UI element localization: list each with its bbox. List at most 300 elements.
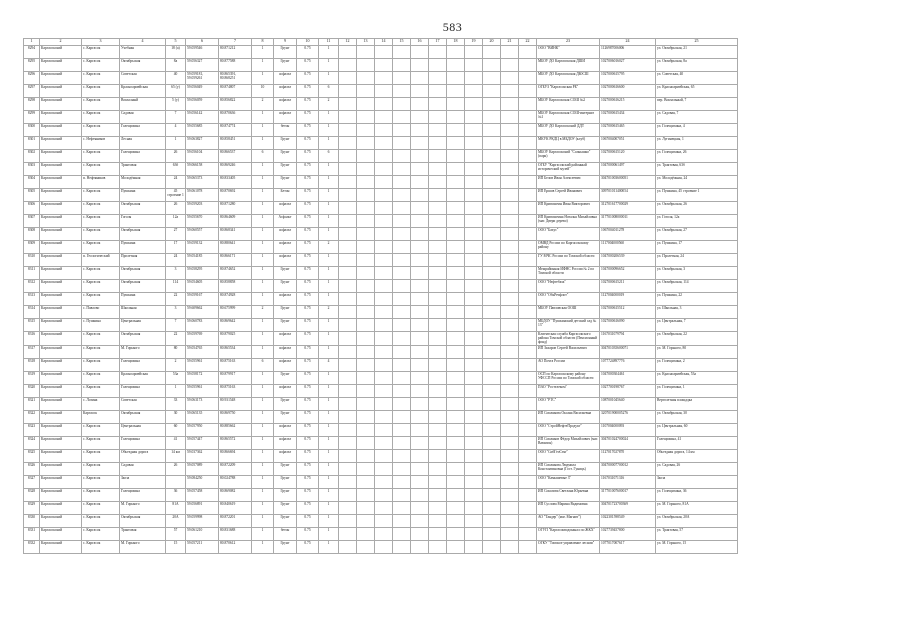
table-cell: 0.75 <box>297 397 319 410</box>
table-row <box>24 540 738 553</box>
table-cell: 80.865534 <box>219 345 252 358</box>
table-cell: 312701617700029 <box>600 202 656 215</box>
table-cell <box>357 423 375 436</box>
table-cell <box>393 345 411 358</box>
table-cell <box>447 176 465 189</box>
table-cell <box>483 345 501 358</box>
table-cell <box>501 514 519 527</box>
table-cell: ОМВД России по Каргасокскому району <box>537 241 600 254</box>
table-cell <box>339 436 357 449</box>
table-cell: 8323 <box>24 423 40 436</box>
table-cell: 59.057447 <box>186 436 219 449</box>
table-cell <box>375 423 393 436</box>
table-cell: с. Каргасок <box>82 163 120 176</box>
table-row <box>24 98 738 111</box>
table-cell: Голещихина, 41 <box>656 436 738 449</box>
table-cell <box>519 111 537 124</box>
table-cell: 12а <box>166 215 186 228</box>
table-cell: ИП Кривошеин Иван Викторович <box>537 202 600 215</box>
table-cell <box>501 176 519 189</box>
table-cell: Грунт <box>274 371 297 384</box>
table-cell: 80.675999 <box>219 306 252 319</box>
column-header: 5 <box>166 39 186 46</box>
table-cell: М. Горького <box>120 501 166 514</box>
table-cell <box>375 163 393 176</box>
table-cell <box>339 215 357 228</box>
table-cell <box>483 150 501 163</box>
table-cell: 309701011400054 <box>600 189 656 202</box>
table-cell <box>465 436 483 449</box>
table-cell: 4 <box>319 358 339 371</box>
table-cell: 2 <box>166 358 186 371</box>
table-cell <box>429 345 447 358</box>
table-cell: 8316 <box>24 332 40 346</box>
table-cell: Октябрьская <box>120 410 166 423</box>
table-cell <box>429 98 447 111</box>
table-cell: 59.054185 <box>186 254 219 267</box>
table-cell: 80.870612 <box>219 540 252 553</box>
table-cell: асфальт <box>274 449 297 462</box>
table-cell: 2 <box>252 306 274 319</box>
table-cell <box>357 332 375 346</box>
table-cell: 1 <box>252 111 274 124</box>
table-cell: Трактовая <box>120 163 166 176</box>
table-cell <box>339 124 357 137</box>
table-cell: 1 <box>319 319 339 332</box>
column-header: 19 <box>465 39 483 46</box>
table-cell <box>375 319 393 332</box>
table-cell: Каргасокский <box>40 501 82 514</box>
table-cell: 8299 <box>24 111 40 124</box>
table-cell <box>357 293 375 306</box>
table-cell <box>519 254 537 267</box>
table-cell: Каргасокский <box>40 423 82 436</box>
table-cell <box>447 111 465 124</box>
table-cell <box>429 59 447 72</box>
table-cell <box>339 280 357 293</box>
column-header: 14 <box>375 39 393 46</box>
table-cell <box>339 397 357 410</box>
table-cell: 80.869750 <box>219 410 252 423</box>
table-cell: 80.866537 <box>219 150 252 163</box>
table-cell: 8331 <box>24 527 40 540</box>
table-cell <box>411 124 429 137</box>
table-cell: 1 <box>252 59 274 72</box>
table-cell <box>429 475 447 488</box>
table-cell <box>357 267 375 280</box>
table-cell <box>501 124 519 137</box>
table-cell <box>339 98 357 111</box>
table-cell <box>393 46 411 59</box>
table-cell <box>375 397 393 410</box>
table-cell: 30 <box>166 410 186 423</box>
table-cell <box>429 319 447 332</box>
table-cell <box>501 189 519 202</box>
register-table <box>23 38 738 554</box>
table-cell <box>375 293 393 306</box>
table-cell: 80.879917 <box>219 371 252 384</box>
table-cell: Молодёжная <box>120 176 166 189</box>
table-cell: Грунт <box>274 163 297 176</box>
table-cell: 59.059181, 59.059261 <box>186 72 219 85</box>
table-cell <box>339 371 357 384</box>
table-cell: Красноармейская <box>120 85 166 98</box>
table-cell: 59.059546 <box>186 46 219 59</box>
table-row <box>24 488 738 501</box>
table-cell: 1 <box>319 59 339 72</box>
table-cell: 1 <box>252 488 274 501</box>
table-cell <box>411 59 429 72</box>
table-cell: асфальт <box>274 254 297 267</box>
table-cell <box>393 202 411 215</box>
table-cell: 59.055670 <box>186 215 219 228</box>
table-cell <box>411 397 429 410</box>
table-cell <box>357 241 375 254</box>
table-cell <box>339 462 357 475</box>
table-cell: Заоза <box>656 475 738 488</box>
table-cell: Пролетная <box>120 254 166 267</box>
table-cell <box>519 410 537 423</box>
table-cell <box>465 163 483 176</box>
table-cell <box>483 46 501 59</box>
table-cell: Советская <box>120 72 166 85</box>
table-cell <box>519 293 537 306</box>
table-cell: 1067004007051 <box>600 137 656 150</box>
table-cell <box>411 267 429 280</box>
table-cell: Пушкина <box>120 241 166 254</box>
table-cell <box>465 397 483 410</box>
table-cell: 8307 <box>24 215 40 228</box>
table-cell <box>339 527 357 540</box>
table-cell <box>483 137 501 150</box>
table-cell: Грунт <box>274 501 297 514</box>
table-cell <box>411 462 429 475</box>
table-cell: 2 <box>319 306 339 319</box>
table-cell: асфальт <box>274 98 297 111</box>
table-cell <box>501 306 519 319</box>
table-cell: 8321 <box>24 397 40 410</box>
table-cell <box>339 176 357 189</box>
table-cell <box>375 449 393 462</box>
table-cell <box>465 202 483 215</box>
table-cell: Клиентская служба Каргасокского района Томской области (Пенсионный фонд) <box>537 332 600 346</box>
table-cell <box>501 150 519 163</box>
table-cell: 80.858858 <box>219 280 252 293</box>
table-cell <box>411 371 429 384</box>
table-cell: ИП Ершов Сергей Иванович <box>537 189 600 202</box>
table-cell <box>519 527 537 540</box>
table-cell: с. Каргасок <box>82 475 120 488</box>
table-cell <box>501 449 519 462</box>
table-cell: 1 <box>319 228 339 241</box>
table-cell: 59.057211 <box>186 540 219 553</box>
table-cell: 4 <box>166 124 186 137</box>
table-cell: Садовая <box>120 462 166 475</box>
table-cell <box>465 358 483 371</box>
table-cell: ООО "РТС" <box>537 397 600 410</box>
table-cell: Грунт <box>274 410 297 423</box>
table-row <box>24 332 738 346</box>
table-cell <box>375 527 393 540</box>
column-header: 11 <box>319 39 339 46</box>
table-cell: ул. Октябрьская, 8а <box>656 59 738 72</box>
table-cell: 59.063827 <box>186 137 219 150</box>
column-header-row <box>24 39 738 46</box>
table-cell <box>429 371 447 384</box>
table-cell: Вертолетная площадка <box>656 397 738 410</box>
table-cell: ИП Смоляков Фёдор Михайлович (маг. Вавилон) <box>537 436 600 449</box>
table-cell <box>411 475 429 488</box>
table-cell <box>447 124 465 137</box>
table-cell <box>465 384 483 397</box>
table-cell <box>519 98 537 111</box>
table-cell: ООО "Камышевые 3" <box>537 475 600 488</box>
table-cell: ООО "Нефтебаза" <box>537 280 600 293</box>
table-cell <box>375 384 393 397</box>
table-cell: 1027739457800 <box>600 527 656 540</box>
table-cell <box>375 254 393 267</box>
table-cell <box>519 332 537 346</box>
table-cell: 17 <box>166 241 186 254</box>
table-cell: Грунт <box>274 319 297 332</box>
table-cell: 6 <box>252 150 274 163</box>
table-row <box>24 293 738 306</box>
table-cell <box>447 228 465 241</box>
table-cell <box>357 501 375 514</box>
table-cell: 80.866694 <box>219 449 252 462</box>
table-cell: 59.065135 <box>186 410 219 423</box>
table-cell <box>339 319 357 332</box>
table-row <box>24 397 738 410</box>
table-cell: 0.75 <box>297 514 319 527</box>
table-cell: АО Почта России <box>537 358 600 371</box>
table-cell: 59.057950 <box>186 423 219 436</box>
table-cell: 1 <box>252 436 274 449</box>
table-cell: с. Каргасок <box>82 46 120 59</box>
table-cell <box>519 423 537 436</box>
table-cell: с. Каргасок <box>82 358 120 371</box>
table-cell: 1 <box>319 527 339 540</box>
table-cell <box>501 293 519 306</box>
table-cell: Каргасокский <box>40 46 82 59</box>
table-cell: 1 <box>319 462 339 475</box>
table-cell: 80.856822 <box>219 98 252 111</box>
table-cell: Пушкина <box>120 189 166 202</box>
table-cell: 1 <box>252 423 274 436</box>
table-cell <box>339 514 357 527</box>
table-cell <box>357 124 375 137</box>
table-row <box>24 267 738 280</box>
table-cell: 1 <box>252 241 274 254</box>
table-cell: 1 <box>252 215 274 228</box>
table-cell: 80.865391, 80.868251 <box>219 72 252 85</box>
table-cell <box>339 150 357 163</box>
table-cell <box>447 501 465 514</box>
table-cell: ул. М. Горького, 81А <box>656 501 738 514</box>
table-cell <box>429 176 447 189</box>
table-cell <box>429 306 447 319</box>
table-cell <box>447 150 465 163</box>
table-cell: МБОУ Каргасокская СОШ №2 <box>537 98 600 111</box>
table-cell: 80.872201 <box>219 514 252 527</box>
table-cell <box>339 163 357 176</box>
table-cell <box>375 215 393 228</box>
table-cell: Каргасокский <box>40 98 82 111</box>
table-cell <box>411 488 429 501</box>
table-cell: Каргасокский <box>40 488 82 501</box>
table-cell <box>357 449 375 462</box>
table-cell: ул. Лугинецкая, 1 <box>656 137 738 150</box>
table-cell: 1 <box>252 540 274 553</box>
table-cell: 0.75 <box>297 189 319 202</box>
table-cell <box>483 59 501 72</box>
table-cell: 80.840619 <box>219 501 252 514</box>
table-cell: ОГКУ "Томское управление лесами" <box>537 540 600 553</box>
table-row <box>24 46 738 59</box>
table-cell: Октябрьская <box>120 280 166 293</box>
table-cell <box>375 280 393 293</box>
table-row <box>24 241 738 254</box>
table-cell <box>357 137 375 150</box>
table-cell: Каргасокский <box>40 215 82 228</box>
table-cell <box>465 423 483 436</box>
table-cell <box>375 436 393 449</box>
table-cell: 1107004000093 <box>600 423 656 436</box>
table-cell: 1 <box>252 228 274 241</box>
table-cell <box>483 436 501 449</box>
table-cell <box>339 501 357 514</box>
table-cell <box>375 410 393 423</box>
table-cell: Октябрьская <box>120 514 166 527</box>
table-cell <box>393 449 411 462</box>
table-cell: Грунт <box>274 46 297 59</box>
table-cell: 1 <box>319 475 339 488</box>
table-cell: 0.75 <box>297 150 319 163</box>
column-header: 4 <box>120 39 166 46</box>
table-cell <box>411 215 429 228</box>
table-cell: 59.056327 <box>186 59 219 72</box>
table-cell: 26 <box>166 150 186 163</box>
table-cell: 1047000206539 <box>600 254 656 267</box>
table-cell <box>519 163 537 176</box>
table-cell: с. Каргасок <box>82 371 120 384</box>
table-cell: Асфальт <box>274 215 297 228</box>
column-header: 17 <box>429 39 447 46</box>
table-cell: с. Каргасок <box>82 449 120 462</box>
table-cell: 1027000615434 <box>600 111 656 124</box>
table-cell <box>501 137 519 150</box>
table-cell: 8306 <box>24 202 40 215</box>
table-cell <box>519 358 537 371</box>
table-cell: 0.75 <box>297 267 319 280</box>
table-row <box>24 345 738 358</box>
table-cell <box>357 280 375 293</box>
table-cell: 8301 <box>24 137 40 150</box>
table-cell <box>375 475 393 488</box>
table-cell: 80.866171 <box>219 254 252 267</box>
table-cell: ул. Молодёжная, 24 <box>656 176 738 189</box>
table-cell <box>501 319 519 332</box>
table-cell: Грунт <box>274 267 297 280</box>
table-cell <box>393 306 411 319</box>
table-cell <box>519 371 537 384</box>
table-cell: 53а <box>166 371 186 384</box>
table-cell: с. Каргасок <box>82 267 120 280</box>
table-cell <box>429 410 447 423</box>
table-cell <box>411 332 429 346</box>
table-cell: 1117004000560 <box>600 241 656 254</box>
table-row <box>24 514 738 527</box>
table-cell <box>447 475 465 488</box>
table-cell: с. Каргасок <box>82 124 120 137</box>
table-cell: 1 <box>319 267 339 280</box>
table-cell <box>501 202 519 215</box>
table-cell <box>375 85 393 98</box>
table-cell: 1 <box>252 514 274 527</box>
table-cell: 8295 <box>24 59 40 72</box>
table-cell <box>465 540 483 553</box>
table-cell: асфальт <box>274 358 297 371</box>
table-cell: 1 <box>252 371 274 384</box>
table-cell <box>357 189 375 202</box>
table-cell: 40 <box>166 72 186 85</box>
table-cell: 80.871212 <box>219 46 252 59</box>
table-cell: 57 <box>166 527 186 540</box>
table-cell: ул. Красноармейская, 65 <box>656 85 738 98</box>
table-row <box>24 111 738 124</box>
table-cell <box>429 254 447 267</box>
table-cell: 0.75 <box>297 371 319 384</box>
table-cell <box>339 241 357 254</box>
table-cell: 22 <box>166 293 186 306</box>
table-cell: 0.75 <box>297 384 319 397</box>
table-cell: Октябрьская <box>120 202 166 215</box>
table-cell <box>519 475 537 488</box>
table-cell: Грунт <box>274 397 297 410</box>
table-cell: асфальт <box>274 241 297 254</box>
table-cell <box>429 462 447 475</box>
table-cell: ОСП по Каргасокскому району УФССП России по Томской области <box>537 371 600 384</box>
table-cell: 33 <box>166 397 186 410</box>
table-cell: ул. Октябрьская, 27 <box>656 228 738 241</box>
table-cell: 8327 <box>24 475 40 488</box>
table-cell <box>411 202 429 215</box>
table-cell: 20А <box>166 514 186 527</box>
table-cell: 59.054605 <box>186 280 219 293</box>
table-cell: 0.75 <box>297 202 319 215</box>
table-cell: 304701003600051 <box>600 176 656 189</box>
table-cell: асфальт <box>274 293 297 306</box>
table-cell: 59.058172 <box>186 371 219 384</box>
table-cell <box>357 384 375 397</box>
table-cell <box>447 358 465 371</box>
table-cell <box>447 423 465 436</box>
column-header: 6 <box>186 39 219 46</box>
column-header: 24 <box>600 39 656 46</box>
table-cell: Голещихина <box>120 150 166 163</box>
table-cell <box>357 345 375 358</box>
table-cell: 8320 <box>24 384 40 397</box>
table-cell: ул. Пролетная, 24 <box>656 254 738 267</box>
table-cell: Каргасокский <box>40 345 82 358</box>
table-cell: асфальт <box>274 345 297 358</box>
table-cell <box>519 72 537 85</box>
table-cell <box>375 332 393 346</box>
table-cell: 0.75 <box>297 124 319 137</box>
table-row <box>24 462 738 475</box>
table-cell: 1 <box>319 176 339 189</box>
table-cell: Грунт <box>274 462 297 475</box>
